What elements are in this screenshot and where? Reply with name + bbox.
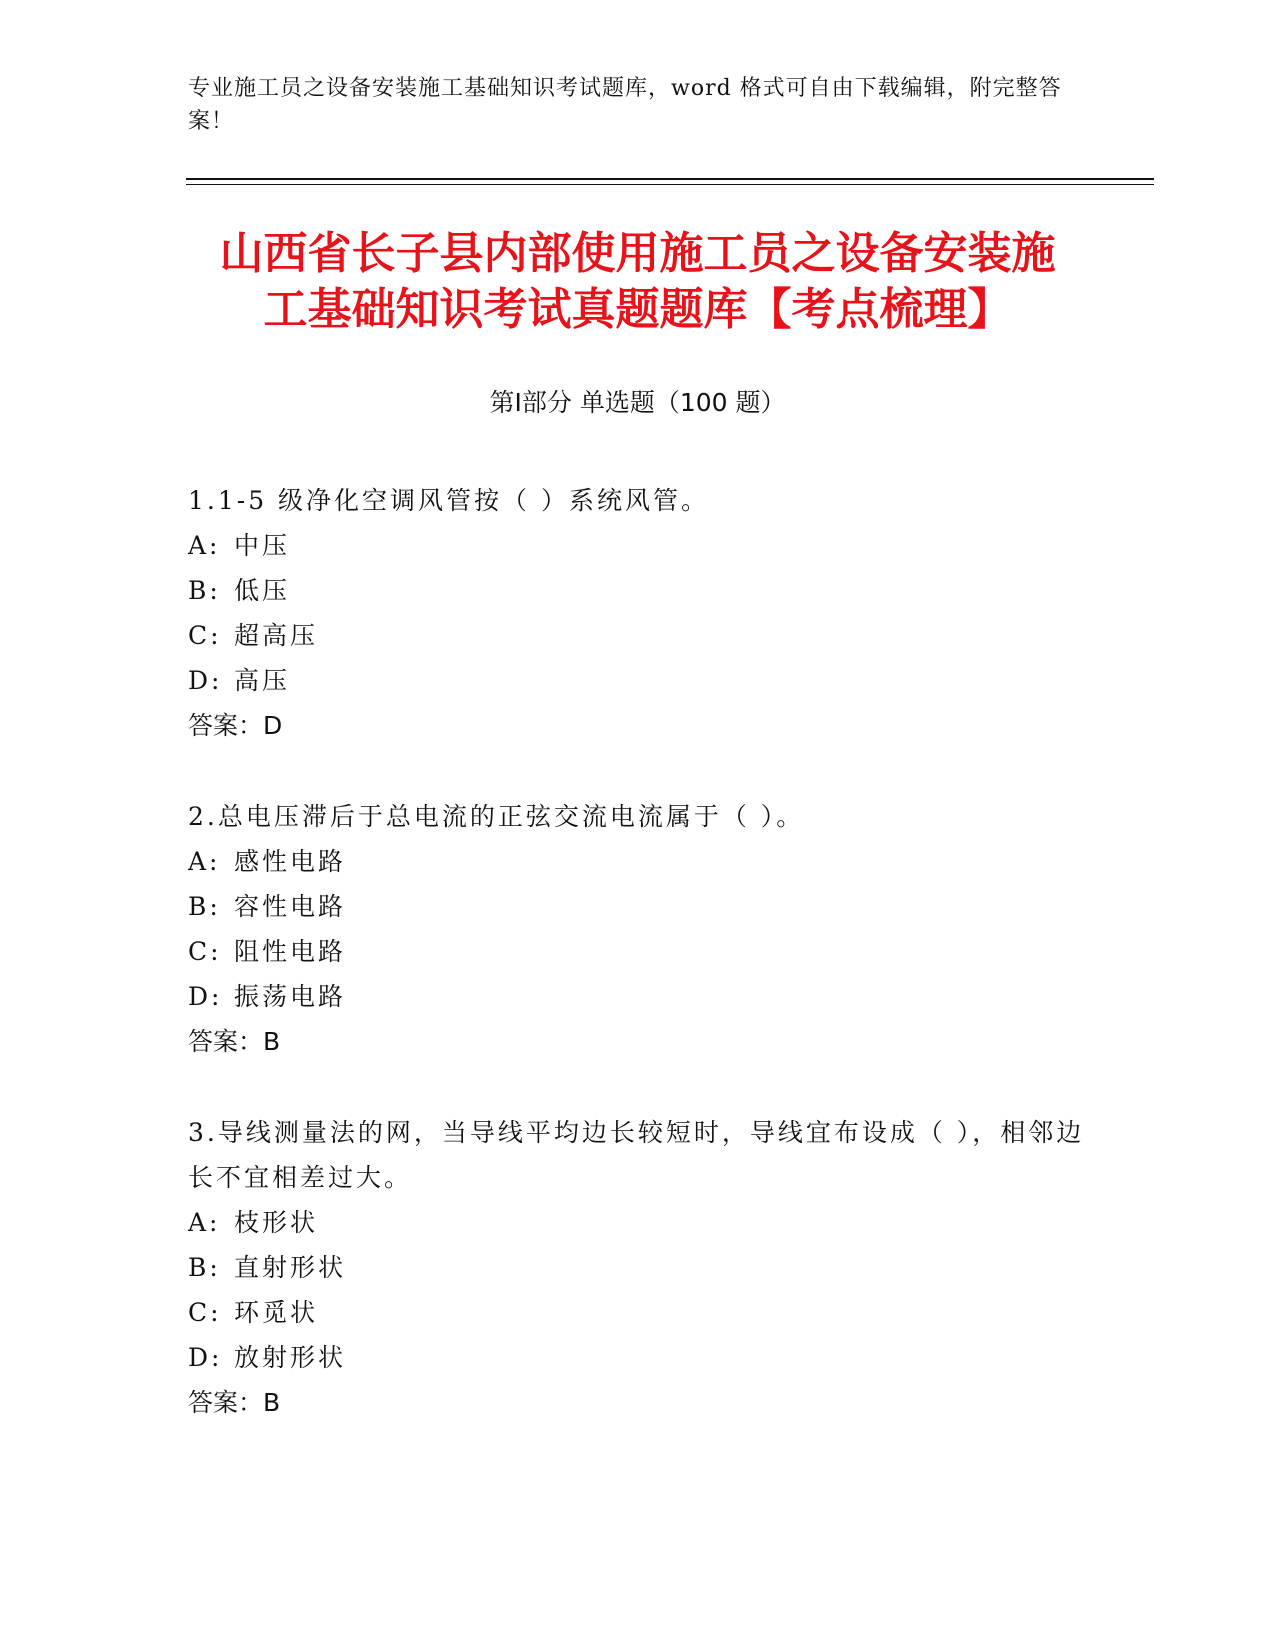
option-letter: A:	[188, 1208, 221, 1237]
option-text: 环觅状	[234, 1298, 319, 1327]
option-letter: C:	[188, 621, 222, 650]
option-text: 放射形状	[234, 1343, 347, 1372]
option-letter: A:	[188, 847, 221, 876]
header-divider-thin	[186, 184, 1154, 185]
option-b	[188, 884, 1088, 929]
question-list	[188, 478, 1088, 1471]
option-a	[188, 1200, 1088, 1245]
document-title-line-1: 山西省长子县内部使用施工员之设备安装施	[219, 228, 1056, 279]
option-letter: C:	[188, 937, 222, 966]
option-text: 振荡电路	[234, 982, 347, 1011]
question-stem: 2.总电压滞后于总电流的正弦交流电流属于（ ）。	[188, 802, 805, 831]
document-title-line-2: 工基础知识考试真题题库【考点梳理】	[263, 284, 1012, 335]
option-letter: D:	[188, 1343, 223, 1372]
option-letter: B:	[188, 892, 221, 921]
option-c	[188, 929, 1088, 974]
header-divider-thick	[186, 178, 1154, 180]
option-text: 中压	[234, 531, 291, 560]
question-stem: 3.导线测量法的网，当导线平均边长较短时，导线宜布设成（ ），相邻边长不宜相差过大。	[188, 1118, 1085, 1192]
answer: 答案：B	[188, 1388, 281, 1417]
option-letter: D:	[188, 666, 223, 695]
option-text: 阻性电路	[234, 937, 347, 966]
header-note: 专业施工员之设备安装施工基础知识考试题库，word 格式可自由下载编辑，附完整答案！	[188, 76, 1062, 134]
option-text: 低压	[234, 576, 291, 605]
option-letter: B:	[188, 1253, 221, 1282]
option-text: 高压	[234, 666, 291, 695]
option-a	[188, 839, 1088, 884]
option-letter: B:	[188, 576, 221, 605]
question-2	[188, 794, 1088, 1064]
option-c	[188, 613, 1088, 658]
option-text: 枝形状	[234, 1208, 319, 1237]
question-3	[188, 1110, 1088, 1425]
option-text: 直射形状	[234, 1253, 347, 1282]
option-c	[188, 1290, 1088, 1335]
answer: 答案：D	[188, 711, 283, 740]
answer: 答案：B	[188, 1027, 281, 1056]
option-text: 容性电路	[234, 892, 347, 921]
option-b	[188, 568, 1088, 613]
question-stem: 1.1-5 级净化空调风管按（ ）系统风管。	[188, 486, 710, 515]
option-letter: A:	[188, 531, 221, 560]
option-a	[188, 523, 1088, 568]
option-b	[188, 1245, 1088, 1290]
option-text: 超高压	[234, 621, 319, 650]
section-title: 第Ⅰ部分 单选题（100 题）	[489, 388, 786, 417]
option-d	[188, 1335, 1088, 1380]
option-d	[188, 974, 1088, 1019]
document-title	[150, 226, 1125, 338]
question-1	[188, 478, 1088, 748]
option-letter: C:	[188, 1298, 222, 1327]
option-text: 感性电路	[234, 847, 347, 876]
option-d	[188, 658, 1088, 703]
option-letter: D:	[188, 982, 223, 1011]
